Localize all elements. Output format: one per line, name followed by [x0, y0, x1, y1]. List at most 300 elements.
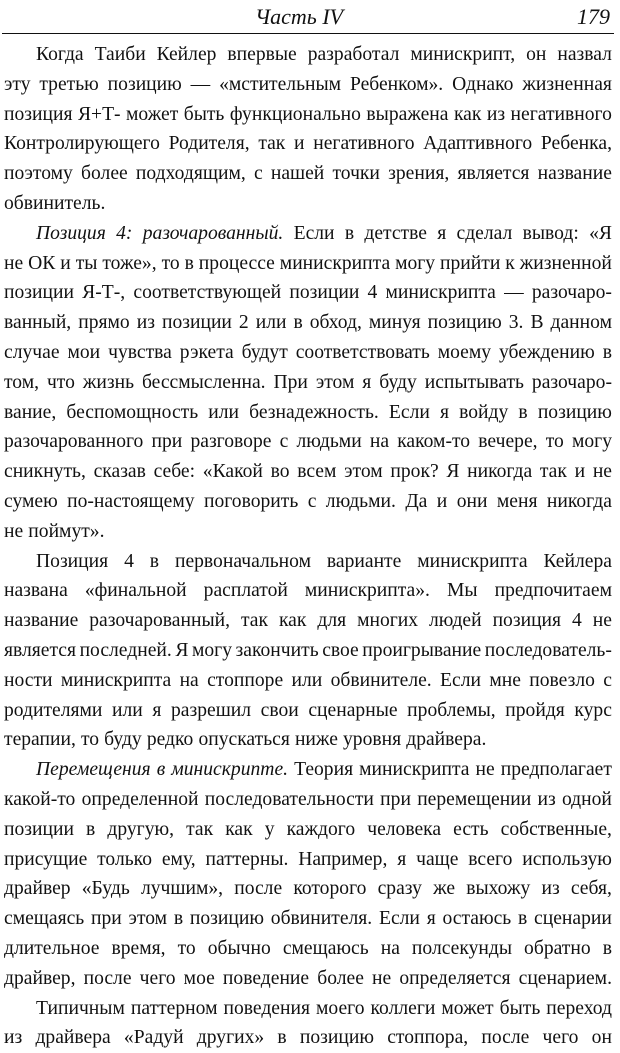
word: сказав	[94, 457, 146, 487]
word: негативного	[511, 100, 612, 130]
word: зрения,	[388, 159, 449, 189]
running-head-title: Часть IV	[255, 4, 343, 30]
word: —	[504, 278, 524, 308]
word: есть	[453, 815, 488, 845]
text-line	[4, 368, 612, 398]
word: Если	[294, 219, 335, 249]
word: в	[185, 249, 194, 279]
page-body	[4, 40, 612, 1053]
word: могу	[395, 249, 435, 279]
text-line	[4, 457, 612, 487]
word: разрешил	[171, 696, 251, 726]
word: тоже»,	[102, 249, 156, 279]
word: так	[258, 129, 285, 159]
word: и	[437, 487, 448, 517]
word: более	[317, 964, 364, 994]
word: разочарованный,	[89, 606, 230, 636]
text-line	[4, 159, 612, 189]
word: обвинителе.	[331, 666, 432, 696]
text-line	[4, 547, 612, 577]
word: этом	[316, 368, 355, 398]
word: всем	[297, 457, 336, 487]
word: определенной	[82, 785, 199, 815]
word: ты	[76, 249, 98, 279]
word: мои	[67, 338, 100, 368]
word: разочарованного	[4, 427, 143, 457]
word: предпочитаем	[495, 576, 612, 606]
word: Да	[405, 487, 427, 517]
word: мне	[489, 666, 521, 696]
word: обвинитель.	[4, 189, 105, 219]
word: переход	[546, 994, 612, 1024]
word: «Будь	[82, 874, 130, 904]
word: по-настоящему	[67, 487, 194, 517]
word: чаще	[416, 845, 458, 875]
word: определяется	[399, 964, 510, 994]
word: Теория	[294, 755, 353, 785]
word: Если	[379, 904, 420, 934]
word: с	[254, 159, 263, 189]
word: в	[150, 547, 159, 577]
paragraph-position-4	[4, 219, 612, 547]
word: закончить	[236, 636, 319, 666]
word: не	[476, 755, 495, 785]
word: может	[441, 994, 493, 1024]
word: «Какой	[203, 457, 263, 487]
text-line	[4, 576, 612, 606]
word: сценарием.	[519, 964, 612, 994]
word: только	[97, 845, 152, 875]
word: никогда	[547, 487, 612, 517]
word: драйвер,	[4, 964, 75, 994]
word: то	[162, 249, 180, 279]
word: соответствовать	[296, 338, 430, 368]
word: Мы	[447, 576, 478, 606]
word: людей	[429, 606, 482, 636]
word: последователь-	[485, 636, 612, 666]
word: может	[126, 100, 178, 130]
word: При	[273, 368, 307, 398]
word: вывод:	[523, 219, 579, 249]
word: себе:	[154, 457, 195, 487]
text-line	[4, 398, 612, 428]
word: названа	[4, 576, 68, 606]
text-line	[4, 487, 612, 517]
word: соответствующей	[133, 278, 281, 308]
word: 2	[239, 308, 249, 338]
word: в	[157, 755, 166, 785]
word: обычно	[208, 934, 271, 964]
word: жизненная	[522, 70, 612, 100]
word: время,	[111, 934, 165, 964]
word: является	[457, 159, 529, 189]
header-rule	[2, 33, 614, 34]
word: так	[540, 457, 567, 487]
word: проблемы,	[407, 696, 496, 726]
word: не	[372, 964, 391, 994]
word: первоначальном	[175, 547, 311, 577]
word: является	[4, 636, 76, 666]
word: собственные,	[501, 815, 612, 845]
word: «Радуй	[124, 1023, 184, 1053]
word: Таиби	[95, 40, 146, 70]
word: так	[241, 606, 268, 636]
word: ности	[4, 666, 53, 696]
word: то	[178, 934, 196, 964]
word: остаюсь	[442, 904, 511, 934]
word: опускаться	[198, 725, 289, 755]
word: Позиция	[36, 219, 106, 249]
text-line	[4, 666, 612, 696]
word: с	[280, 427, 289, 457]
word: и	[575, 457, 586, 487]
word: из	[541, 874, 559, 904]
word: прямо	[78, 308, 130, 338]
word: на	[381, 934, 400, 964]
word: могу	[192, 636, 232, 666]
word: негативного	[313, 129, 414, 159]
word: процессе	[199, 249, 275, 279]
word: вание,	[4, 398, 56, 428]
word: никогда	[467, 457, 532, 487]
text-line	[4, 517, 612, 547]
word: последней.	[80, 636, 172, 666]
word: этом	[129, 904, 168, 934]
word: Например,	[298, 845, 387, 875]
text-line	[4, 964, 612, 994]
text-line	[4, 249, 612, 279]
word: расплатой	[204, 576, 288, 606]
word: Кейлера	[543, 547, 611, 577]
word: минискрипта	[280, 249, 390, 279]
word: Ребенка,	[541, 129, 612, 159]
word: себя,	[571, 874, 612, 904]
word: и	[60, 249, 71, 279]
word: курс	[574, 696, 612, 726]
word: позицию	[538, 398, 612, 428]
word: —	[191, 70, 211, 100]
word: чувства	[108, 338, 172, 368]
word: позицию	[190, 904, 264, 934]
word: нашей	[271, 159, 324, 189]
word: позиция	[493, 606, 562, 636]
word: всего	[468, 845, 512, 875]
word: обвинителя.	[271, 904, 372, 934]
word: то	[81, 725, 99, 755]
word: минискрипте.	[171, 755, 288, 785]
word: Если	[389, 398, 430, 428]
word: в	[293, 308, 302, 338]
word: быть	[184, 100, 225, 130]
word: Я-Т-,	[82, 278, 125, 308]
word: сникнуть,	[4, 457, 86, 487]
word: позицию	[428, 308, 502, 338]
word: жизнь	[83, 368, 134, 398]
paragraph-obvinitel	[4, 40, 612, 219]
word: на	[370, 427, 389, 457]
word: и	[294, 129, 305, 159]
word: данном	[551, 308, 612, 338]
text-line	[4, 874, 612, 904]
word: моего	[316, 994, 364, 1024]
word: этом	[344, 457, 383, 487]
word: в	[518, 398, 527, 428]
word: поэтому	[4, 159, 73, 189]
text-line	[4, 636, 612, 666]
page-header	[0, 0, 620, 40]
word: 4	[124, 547, 134, 577]
word: из	[537, 785, 555, 815]
word: полсекунды	[412, 934, 512, 964]
word: другую,	[107, 815, 174, 845]
paragraph-movements	[4, 755, 612, 993]
word: Контролирующего	[4, 129, 160, 159]
word: Однако	[452, 70, 513, 100]
word: сценарные	[308, 696, 397, 726]
word: после	[234, 874, 282, 904]
word: повезло	[529, 666, 595, 696]
word: подходящим,	[136, 159, 246, 189]
word: многих	[357, 606, 418, 636]
word: в	[603, 934, 612, 964]
word: чего	[543, 1023, 579, 1053]
word: рэкета	[180, 338, 234, 368]
word: вечере,	[478, 427, 537, 457]
word: в	[603, 338, 612, 368]
word: 4	[572, 606, 582, 636]
word: использую	[522, 845, 612, 875]
word: паттерны.	[206, 845, 289, 875]
word: прийти	[440, 249, 500, 279]
word: впервые	[227, 40, 296, 70]
word: я	[397, 845, 406, 875]
word: позиция	[4, 100, 73, 130]
word: или	[292, 666, 323, 696]
text-line	[4, 755, 612, 785]
word: беспомощность	[66, 398, 198, 428]
word: ниже	[295, 725, 338, 755]
word: свои	[261, 696, 299, 726]
word: Перемещения	[36, 755, 151, 785]
word: варианте	[327, 547, 401, 577]
word: то	[546, 427, 564, 457]
word: которого	[293, 874, 366, 904]
word: Я	[175, 636, 188, 666]
text-line	[4, 100, 612, 130]
word: человека	[367, 815, 441, 845]
word: позицию	[300, 1023, 374, 1053]
word: присущие	[4, 845, 87, 875]
text-line	[4, 278, 612, 308]
text-line	[4, 129, 612, 159]
word: минискрипта».	[305, 576, 430, 606]
word: как	[279, 606, 306, 636]
word: 3.	[509, 308, 524, 338]
word: 4:	[116, 219, 132, 249]
word: в	[345, 219, 354, 249]
word: третью	[39, 70, 98, 100]
text-line	[4, 427, 612, 457]
text-line	[4, 815, 612, 845]
word: Кейлер	[157, 40, 217, 70]
word: при	[152, 427, 183, 457]
word: название	[4, 606, 78, 636]
word: драйвера.	[406, 725, 486, 755]
word: стоппора,	[387, 1023, 468, 1053]
word: «мстительным	[219, 70, 341, 100]
word: предполагает	[501, 755, 612, 785]
word: не	[593, 606, 612, 636]
word: позиции	[162, 308, 232, 338]
word: бессмысленна.	[142, 368, 266, 398]
text-line	[4, 994, 612, 1024]
word: моему	[438, 338, 491, 368]
word: Позиция	[36, 547, 108, 577]
page-number: 179	[577, 4, 610, 30]
word: безнадежность.	[249, 398, 379, 428]
text-line	[4, 725, 612, 755]
word: Я	[446, 457, 459, 487]
word: минискрипта	[417, 547, 527, 577]
word: войду	[459, 398, 508, 428]
word: буду	[379, 368, 417, 398]
word: последовательности	[205, 785, 374, 815]
word: минискрипта	[61, 666, 171, 696]
word: или	[208, 398, 239, 428]
word: «финальной	[85, 576, 187, 606]
word: поведение	[223, 964, 309, 994]
word: после	[481, 1023, 529, 1053]
word: так	[186, 815, 213, 845]
word: лучшим»,	[141, 874, 223, 904]
word: Когда	[36, 40, 84, 70]
paragraph-final-payoff	[4, 547, 612, 756]
word: к	[505, 249, 515, 279]
word: с	[308, 487, 317, 517]
word: я	[427, 904, 436, 934]
word: одной	[562, 785, 612, 815]
word: что	[47, 368, 75, 398]
word: людьми.	[326, 487, 396, 517]
word: убеждению	[499, 338, 595, 368]
word: или	[112, 696, 143, 726]
word: не	[4, 517, 23, 547]
text-line	[4, 40, 612, 70]
word: же	[433, 874, 455, 904]
word: поймут».	[28, 517, 104, 547]
word: выхожу	[466, 874, 530, 904]
word: смещаясь	[4, 904, 84, 934]
text-line	[4, 338, 612, 368]
text-line	[4, 1023, 612, 1053]
word: разговоре	[190, 427, 271, 457]
word: драйвера	[35, 1023, 110, 1053]
word: Я+Т-	[78, 100, 121, 130]
word: ОК	[28, 249, 55, 279]
word: будут	[242, 338, 288, 368]
word: позиции	[4, 278, 74, 308]
text-line	[4, 904, 612, 934]
word: уровня	[343, 725, 401, 755]
word: эту	[4, 70, 31, 100]
word: родителями	[4, 696, 102, 726]
word: меня	[497, 487, 538, 517]
word: какой-то	[4, 785, 75, 815]
word: Адаптивного	[423, 129, 532, 159]
word: для	[317, 606, 346, 636]
word: Родителя,	[169, 129, 250, 159]
word: в	[518, 904, 527, 934]
word: название	[538, 159, 612, 189]
word: сценарии	[534, 904, 612, 934]
word: сделал	[457, 219, 513, 249]
word: как	[225, 815, 252, 845]
word: буду	[104, 725, 142, 755]
word: в	[86, 815, 95, 845]
word: коллеги	[371, 994, 436, 1024]
word: позицию	[108, 70, 182, 100]
word: ему,	[162, 845, 196, 875]
word: назвал	[557, 40, 612, 70]
word: они	[457, 487, 488, 517]
word: 4	[368, 278, 378, 308]
word: стоппоре	[207, 666, 283, 696]
word: поведения	[223, 994, 310, 1024]
word: позиции	[4, 815, 74, 845]
word: он	[526, 40, 546, 70]
word: редко	[147, 725, 194, 755]
text-line	[4, 606, 612, 636]
word: я	[437, 219, 446, 249]
word: каком-то	[397, 427, 470, 457]
word: случае	[4, 338, 60, 368]
word: разочаро-	[532, 368, 612, 398]
word: сразу	[378, 874, 422, 904]
text-line	[4, 308, 612, 338]
word: из	[4, 1023, 22, 1053]
word: сумею	[4, 487, 58, 517]
word: из	[137, 308, 155, 338]
word: функционально	[230, 100, 361, 130]
word: на	[180, 666, 199, 696]
word: не	[4, 249, 23, 279]
text-line	[4, 785, 612, 815]
word: смещаюсь	[283, 934, 369, 964]
word: во	[271, 457, 290, 487]
word: «Я	[589, 219, 612, 249]
word: как	[454, 100, 481, 130]
word: том,	[4, 368, 39, 398]
word: или	[256, 308, 287, 338]
word: паттерном	[131, 994, 218, 1024]
text-line	[4, 696, 612, 726]
word: минискрипт,	[410, 40, 515, 70]
paragraph-colleague-pattern	[4, 994, 612, 1053]
text-line	[4, 934, 612, 964]
word: минискрипта	[359, 755, 469, 785]
word: обход,	[310, 308, 362, 338]
text-line	[4, 70, 612, 100]
word: обратно	[524, 934, 591, 964]
text-line	[4, 189, 612, 219]
word: я	[152, 696, 161, 726]
word: поговорить	[204, 487, 298, 517]
word: проигрывание	[362, 636, 481, 666]
word: прок?	[390, 457, 438, 487]
word: позиции	[289, 278, 359, 308]
word: я	[440, 398, 449, 428]
word: после	[84, 964, 132, 994]
